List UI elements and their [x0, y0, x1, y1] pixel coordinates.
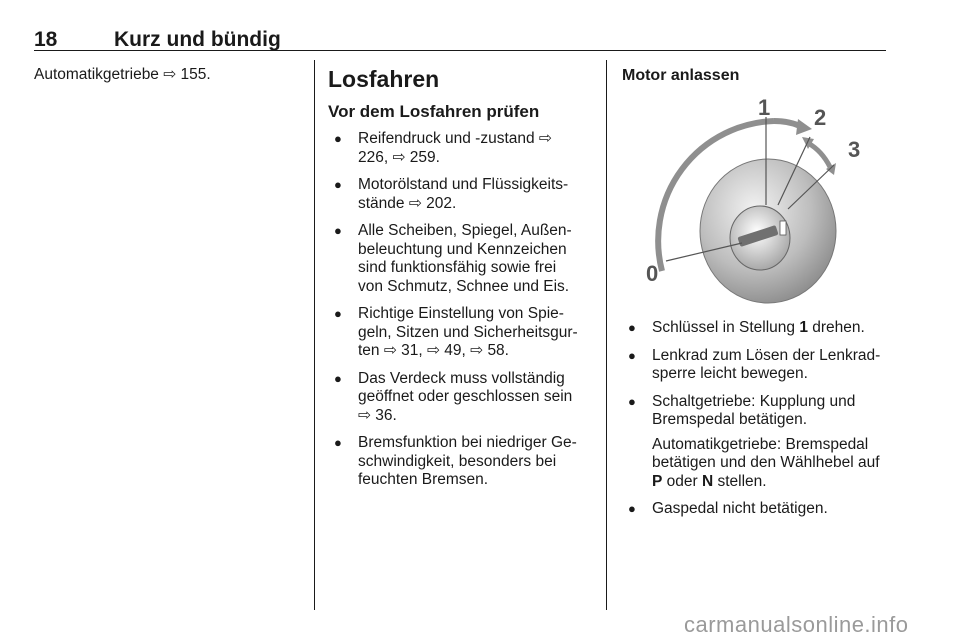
list-item: ● Das Verdeck muss vollständig geöffnet oder geschlossen sein ⇨ 36.: [328, 370, 580, 426]
gear-n: N: [701, 472, 714, 490]
watermark: carmanualsonline.info: [684, 612, 909, 637]
step-text: Schlüssel in Stellung: [652, 319, 800, 336]
step-text: ● Schaltgetriebe: Kupplung und Bremspedal betätigen.: [652, 392, 856, 428]
section-title: Losfahren: [328, 66, 440, 92]
subtext-end: stellen.: [713, 472, 767, 490]
list-item: ● Richtige Einstellung von Spie-geln, Sitzen und Sicherheitsgur-ten ⇨ 31, ⇨ 49, ⇨ 58.: [328, 305, 580, 361]
subsection-title: Vor dem Losfahren prüfen: [328, 102, 540, 121]
chapter-title: Kurz und bündig: [114, 28, 281, 51]
subtext-mid: oder: [662, 472, 702, 490]
check-list: [328, 130, 580, 490]
column-1: [34, 66, 304, 85]
step-text-end: drehen.: [807, 319, 865, 336]
ignition-lock-illustration: [622, 93, 884, 305]
ignition-lock-figure: [622, 93, 884, 305]
column-2: [328, 66, 580, 499]
position-label-2: 2: [814, 105, 827, 130]
page-number: 18: [34, 28, 58, 51]
start-steps-list: [622, 319, 888, 519]
position-label-3: 3: [848, 137, 861, 162]
list-item: [622, 393, 888, 492]
position-value: 1: [799, 319, 808, 336]
gear-p: P: [652, 472, 663, 490]
list-item: ● Alle Scheiben, Spiegel, Außen-beleuchtung und Kennzeichen sind funktionsfähig sowie frei von Schmutz, Schnee und Eis.: [328, 222, 580, 296]
position-label-0: 0: [646, 261, 659, 286]
position-label-1: 1: [758, 95, 771, 120]
column-divider-2: [606, 60, 607, 610]
list-item: ● Reifendruck und -zustand ⇨ 226, ⇨ 259.: [328, 130, 580, 167]
continuation-text: Automatikgetriebe ⇨ 155.: [34, 66, 211, 83]
subtext-start: Automatikgetriebe: Bremspedal betätigen und den Wählhebel auf: [652, 435, 880, 471]
list-item: ● Bremsfunktion bei niedriger Ge-schwindigkeit, besonders bei feuchten Bremsen.: [328, 434, 580, 490]
column-3: [622, 66, 888, 528]
list-item: ● Lenkrad zum Lösen der Lenkrad-sperre leicht bewegen.: [622, 347, 888, 384]
section-title-motor: Motor anlassen: [622, 67, 740, 84]
list-item: ● Gaspedal nicht betätigen.: [622, 500, 888, 519]
list-item: ● Motorölstand und Flüssigkeits-stände ⇨ 202.: [328, 176, 580, 213]
step-subtext: [652, 436, 888, 492]
page-header: [34, 26, 886, 51]
column-divider-1: [314, 60, 315, 610]
list-item: [622, 319, 888, 338]
